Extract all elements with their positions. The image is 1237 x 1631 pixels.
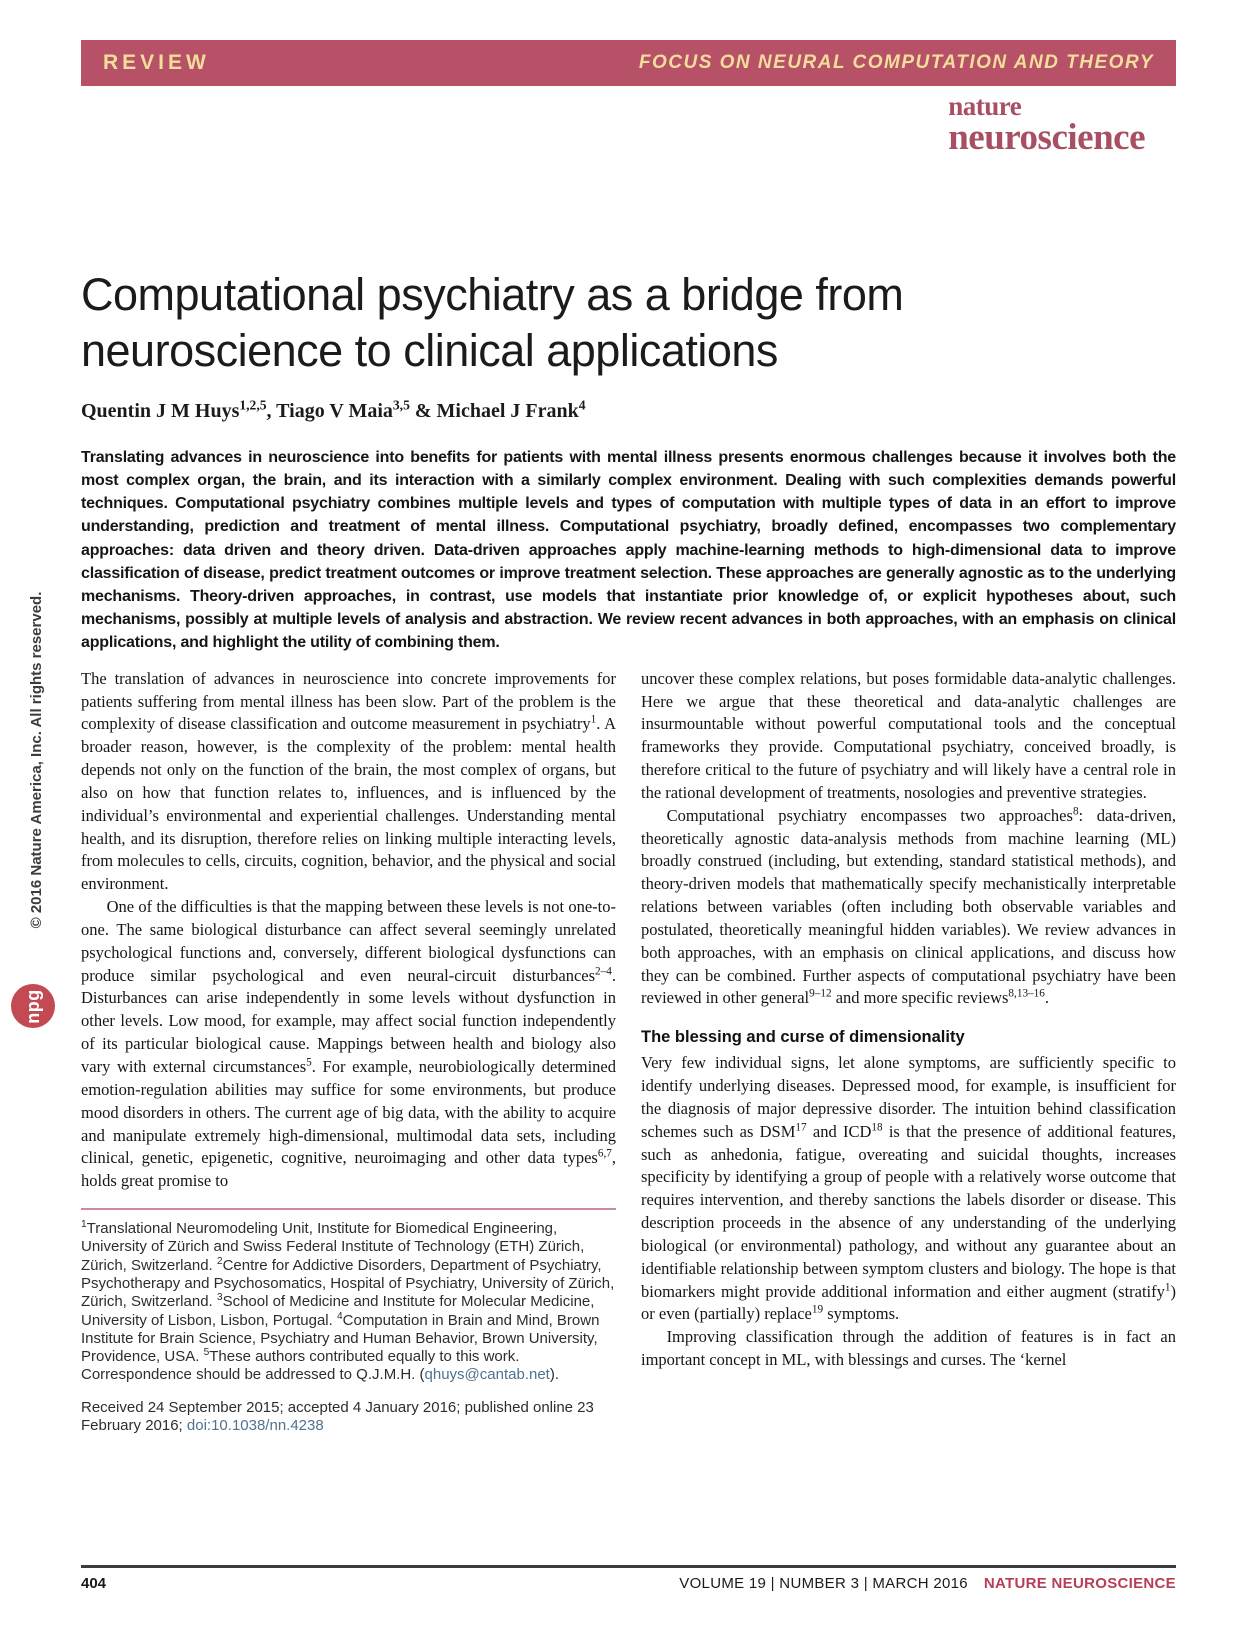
- intro-paragraph: The translation of advances in neuroscience into concrete improvements for patients suffering from mental illness has been slow. Part of the problem is the complexity of disease classification and outcome measurement in psychiatry$^1$. A broader reason, however, is the complexity of the problem: mental health depends not only on the function of the brain, the most complex of organs, but also on how that function relates to, influences, and is influenced by the individual’s environmental and experiential challenges. Understanding mental health, and its disruption, therefore relies on linking multiple interacting levels, from molecules to cells, circuits, cognition, behavior, and the physical and social environment.: [81, 668, 616, 894]
- right-column: [641, 668, 1176, 1436]
- body-columns: [81, 668, 1176, 1436]
- volume-info: VOLUME 19 | NUMBER 3 | MARCH 2016: [679, 1575, 968, 1592]
- page-footer: [81, 1565, 1176, 1592]
- journal-name-footer: NATURE NEUROSCIENCE: [983, 1575, 1176, 1592]
- copyright-vertical-text: © 2016 Nature America, Inc. All rights reserved.: [28, 591, 45, 929]
- affiliations-text: $^1$Translational Neuromodeling Unit, Institute for Biomedical Engineering, University of Zürich and Swiss Federal Institute of Technology (ETH) Zürich, Zürich, Switzerland. $^2$Centre for Addictive Disorders, Department of Psychiatry, Psychotherapy and Psychosomatics, Hospital of Psychiatry, University of Zürich, Zürich, Switzerland. $^3$School of Medicine and Institute for Molecular Medicine, University of Lisbon, Lisbon, Portugal. $^4$Computation in Brain and Mind, Brown Institute for Brain Science, Psychiatry and Human Behavior, Brown University, Providence, USA. $^5$These authors contributed equally to this work. Correspondence should be addressed to Q.J.M.H. (: [81, 1219, 615, 1384]
- footer-rule: [81, 1565, 1176, 1568]
- focus-series-label: FOCUS ON NEURAL COMPUTATION AND THEORY: [638, 52, 1154, 73]
- page-content: [81, 0, 1176, 1435]
- affiliations-note: [81, 1208, 616, 1385]
- footer-row: [81, 1575, 1176, 1592]
- affiliations-text-end: ).: [549, 1366, 559, 1384]
- authors-line: Quentin J M Huys$^{1,2,5}$, Tiago V Maia$^{3,5}$ & Michael J Frank$^4$: [81, 397, 586, 423]
- two-approaches-paragraph: Computational psychiatry encompasses two approaches$^8$: data-driven, theoretically agnostic data-analysis methods from machine learning (ML) broadly construed (including, but extending, standard statistical methods), and theory-driven models that mathematically specify mechanistically interpretable relations between variables (often including both observable variables and postulated, theoretically meaningful hidden variables). We review advances in both approaches, with an emphasis on clinical applications, and discuss how they can be combined. Further aspects of computational psychiatry have been reviewed in other general$^{9-12}$ and more specific reviews$^{8,13-16}$.: [641, 805, 1176, 1008]
- journal-logo-nature: nature: [948, 91, 1022, 121]
- kernel-paragraph: Improving classification through the addition of features is in fact an important concept in ML, with blessings and curses. The ‘kernel: [641, 1327, 1176, 1370]
- article-title-line1: Computational psychiatry as a bridge from: [81, 268, 904, 320]
- footer-right: [679, 1575, 1176, 1592]
- npg-logo-text: npg: [22, 988, 43, 1024]
- journal-logo-neuroscience: neuroscience: [948, 116, 1145, 158]
- section-heading-dimensionality: The blessing and curse of dimensionality: [641, 1028, 965, 1047]
- article-title: [81, 267, 1176, 379]
- correspondence-email-link[interactable]: qhuys@cantab.net: [424, 1366, 550, 1384]
- review-label: REVIEW: [103, 51, 210, 74]
- dimensionality-paragraph: Very few individual signs, let alone symptoms, are sufficiently specific to identify underlying diseases. Depressed mood, for example, is insufficient for the diagnosis of major depressive disorder. The intuition behind classification schemes such as DSM$^{17}$ and ICD$^{18}$ is that the presence of additional features, such as anhedonia, fatigue, overeating and suicidal thoughts, increases specificity by identifying a group of people with a relatively worse outcome that requires intervention, and thereby sanctions the labels disorder or disease. This description proceeds in the absence of any understanding of the underlying biological (or environmental) pathology, and without any guarantee about an identifiable relationship between symptom clusters and biology. The hope is that biomarkers might provide additional information and either augment (stratify$^1$) or even (partially) replace$^{19}$ symptoms.: [641, 1053, 1176, 1324]
- continuation-paragraph: uncover these complex relations, but poses formidable data-analytic challenges. Here we argue that these theoretical and data-analytic challenges are insurmountable without powerful computational tools and the conceptual frameworks they provide. Computational psychiatry, conceived broadly, is therefore critical to the future of psychiatry and will likely have a central role in the rational development of treatments, nosologies and preventive strategies.: [641, 668, 1176, 802]
- article-title-line2: neuroscience to clinical applications: [81, 324, 778, 376]
- left-column: [81, 668, 616, 1436]
- page-number: 404: [81, 1575, 107, 1592]
- doi-link[interactable]: doi:10.1038/nn.4238: [186, 1417, 324, 1435]
- received-note: [81, 1399, 616, 1436]
- received-text: Received 24 September 2015; accepted 4 January 2016; published online 23 February 2016;: [81, 1398, 594, 1435]
- levels-mapping-paragraph: One of the difficulties is that the mapping between these levels is not one-to-one. The same biological disturbance can affect several seemingly unrelated psychological functions and, conversely, different biological dysfunctions can produce similar psychological and even neural-circuit disturbances$^{2-4}$. Disturbances can arise independently in some levels without dysfunction in other levels. Low mood, for example, may affect social function independently of its particular biological cause. Mappings between health and biology also vary with external circumstances$^5$. For example, neurobiologically determined emotion-regulation abilities may suffice for some environments, but produce mood disorders in others. The current age of big data, with the ability to acquire and manipulate extremely high-dimensional, multimodal data sets, including clinical, genetic, epigenetic, cognitive, neuroimaging and other data types$^{6,7}$, holds great promise to: [81, 897, 616, 1191]
- journal-logo: [948, 91, 1145, 158]
- npg-logo: [11, 984, 55, 1028]
- review-banner: [81, 40, 1176, 86]
- abstract-paragraph: Translating advances in neuroscience into benefits for patients with mental illness presents enormous challenges because it involves both the most complex organ, the brain, and its interaction with a similarly complex environment. Dealing with such complexities demands powerful techniques. Computational psychiatry combines multiple levels and types of computation with multiple types of data in an effort to improve understanding, prediction and treatment of mental illness. Computational psychiatry, broadly defined, encompasses two complementary approaches: data driven and theory driven. Data-driven approaches apply machine-learning methods to high-dimensional data to improve classification of disease, predict treatment outcomes or improve treatment selection. These approaches are generally agnostic as to the underlying mechanisms. Theory-driven approaches, in contrast, use models that instantiate prior knowledge of, or explicit hypotheses about, such mechanisms, possibly at multiple levels of analysis and abstraction. We review recent advances in both approaches, with an emphasis on clinical applications, and highlight the utility of combining them.: [81, 449, 1176, 651]
